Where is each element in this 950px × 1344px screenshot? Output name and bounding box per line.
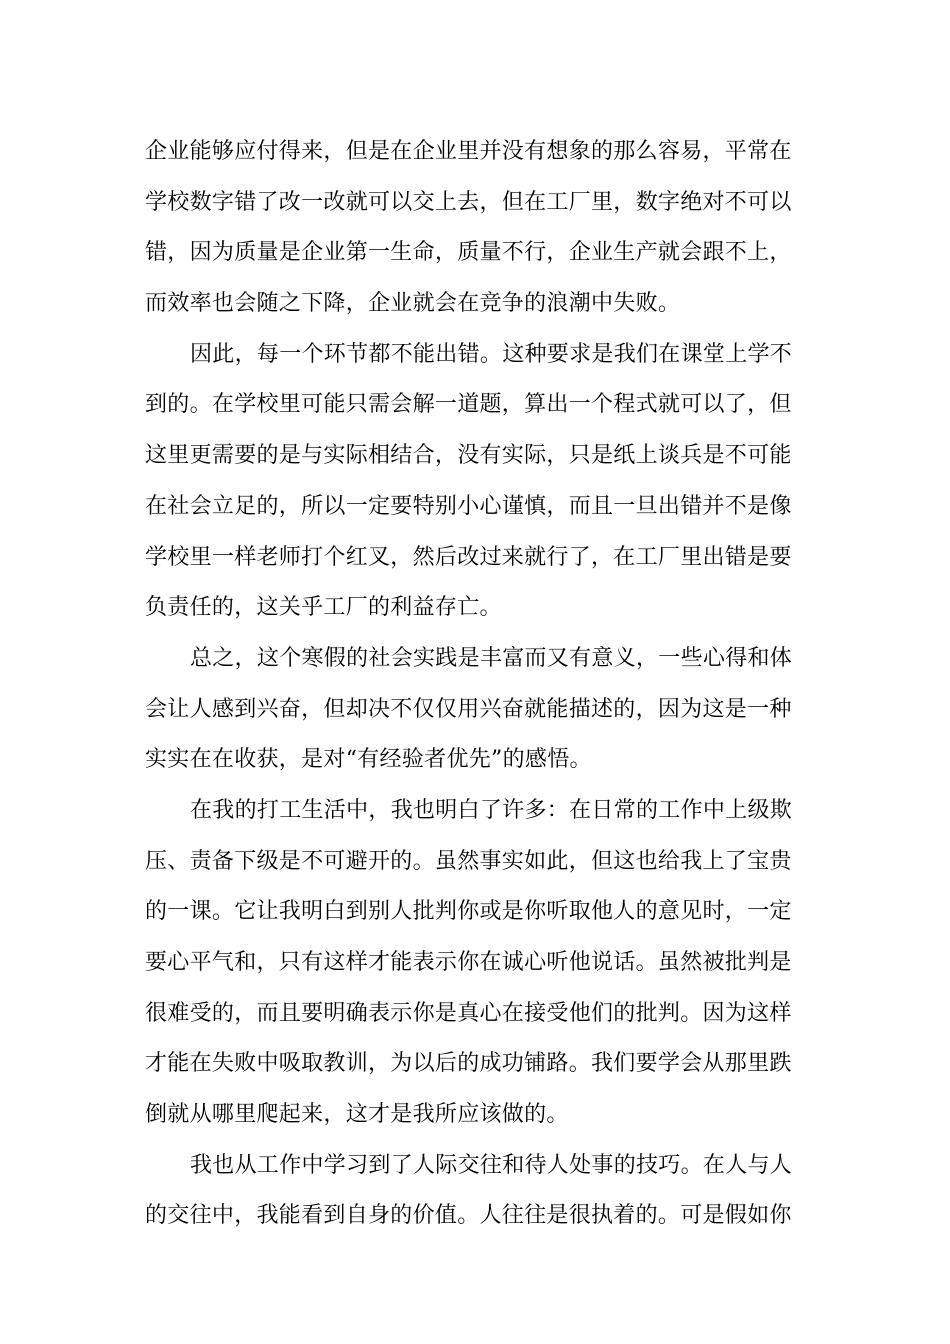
text-line: 这里更需要的是与实际相结合，没有实际，只是纸上谈兵是不可能 bbox=[145, 443, 792, 469]
paragraph-2 bbox=[145, 330, 810, 634]
text-line: 而效率也会随之下降，企业就会在竞争的浪潮中失败。 bbox=[145, 291, 681, 317]
text-line: 要心平气和，只有这样才能表示你在诚心听他说话。虽然被批判是 bbox=[145, 950, 792, 975]
text-line: 的交往中，我能看到自身的价值。人往往是很执着的。可是假如你 bbox=[145, 1203, 792, 1229]
text-line: 负责任的，这关乎工厂的利益存亡。 bbox=[145, 595, 502, 621]
text-line: 错，因为质量是企业第一生命，质量不行，企业生产就会跟不上， bbox=[145, 240, 792, 266]
paragraph-3 bbox=[145, 634, 810, 786]
text-line: 在社会立足的，所以一定要特别小心谨慎，而且一旦出错并不是像 bbox=[145, 493, 792, 519]
text-line: 压、责备下级是不可避开的。虽然事实如此，但这也给我上了宝贵 bbox=[145, 848, 792, 874]
text-line: 很难受的，而且要明确表示你是真心在接受他们的批判。因为这样 bbox=[145, 1000, 792, 1026]
text-line: 到的。在学校里可能只需会解一道题，算出一个程式就可以了，但 bbox=[145, 392, 792, 418]
paragraph-4 bbox=[145, 786, 810, 1141]
text-line: 因此，每一个环节都不能出错。这种要求是我们在课堂上学不 bbox=[190, 341, 793, 367]
text-line: 才能在失败中吸取教训，为以后的成功铺路。我们要学会从那里跌 bbox=[145, 1051, 792, 1077]
text-line: 学校数字错了改一改就可以交上去，但在工厂里，数字绝对不可以 bbox=[145, 189, 792, 215]
paragraph-1 bbox=[145, 127, 810, 330]
text-line: 倒就从哪里爬起来，这才是我所应该做的。 bbox=[145, 1102, 569, 1128]
text-line: 我也从工作中学习到了人际交往和待人处事的技巧。在人与人 bbox=[190, 1152, 793, 1178]
text-line: 的一课。它让我明白到别人批判你或是你听取他人的意见时，一定 bbox=[145, 899, 792, 925]
text-line: 企业能够应付得来，但是在企业里并没有想象的那么容易，平常在 bbox=[145, 139, 792, 164]
text-line: 总之，这个寒假的社会实践是丰富而又有意义，一些心得和体 bbox=[190, 645, 793, 671]
text-line: 在我的打工生活中，我也明白了许多：在日常的工作中上级欺 bbox=[190, 797, 793, 823]
document-page bbox=[145, 127, 810, 1242]
text-line: 实实在在收获，是对“有经验者优先”的感悟。 bbox=[145, 747, 592, 773]
text-line: 学校里一样老师打个红叉，然后改过来就行了，在工厂里出错是要 bbox=[145, 544, 792, 570]
text-line: 会让人感到兴奋，但却决不仅仅用兴奋就能描述的，因为这是一种 bbox=[145, 696, 792, 722]
paragraph-5 bbox=[145, 1141, 810, 1242]
